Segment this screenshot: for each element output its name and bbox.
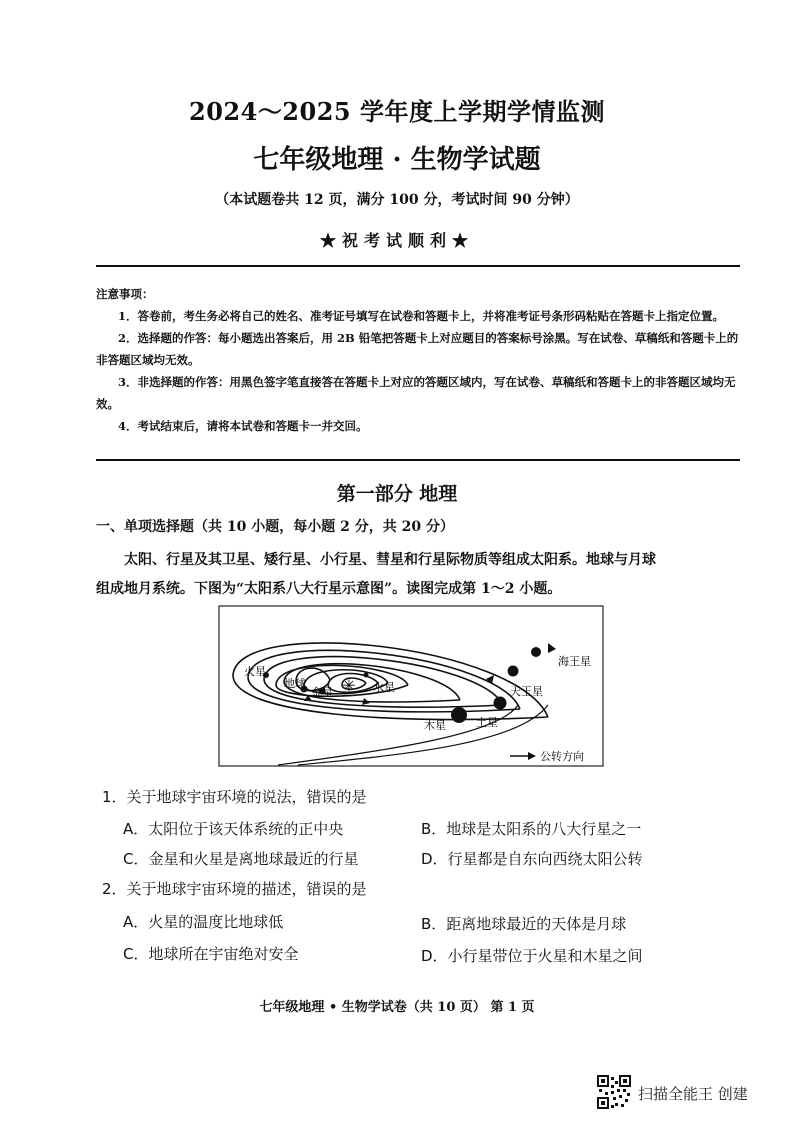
question-1-option-d: D．行星都是自东向西绕太阳公转 bbox=[421, 850, 643, 868]
question-2-option-a: A．火星的温度比地球低 bbox=[123, 913, 284, 931]
mercury-planet bbox=[364, 673, 369, 678]
label-mars: 火星 bbox=[244, 665, 266, 678]
jupiter-planet bbox=[451, 707, 467, 723]
question-2-option-b: B．距离地球最近的天体是月球 bbox=[421, 915, 627, 933]
label-venus: 金星 bbox=[311, 686, 333, 699]
question-1-option-b: B．地球是太阳系的八大行星之一 bbox=[421, 820, 642, 838]
section-title: 第一部分 地理 bbox=[336, 483, 458, 505]
question-2-option-c: C．地球所在宇宙绝对安全 bbox=[123, 945, 299, 963]
label-saturn: 土星 bbox=[476, 716, 498, 729]
good-luck-banner: ★祝考试顺利★ bbox=[319, 231, 474, 250]
notes-item: 1．答卷前，考生务必将自己的姓名、准考证号填写在试卷和答题卡上，并将准考证号条形码粘贴在答题卡上指定位置。 bbox=[118, 309, 724, 323]
solar-system-svg bbox=[218, 605, 604, 767]
notes-item: 2．选择题的作答：每小题选出答案后，用 2B 铅笔把答题卡上对应题目的答案标号涂黑。写在试卷、草稿纸和答题卡上的非答题区域均无效。 bbox=[96, 331, 739, 367]
part-header: 一、单项选择题（共 10 小题，每小题 2 分，共 20 分） bbox=[96, 519, 454, 535]
page-footer: 七年级地理 • 生物学试卷（共 10 页） 第 1 页 bbox=[259, 1000, 535, 1015]
notes-item: 3．非选择题的作答：用黑色签字笔直接答在答题卡上对应的答题区域内，写在试卷、草稿纸和答题卡上的非答题区域均无效。 bbox=[96, 375, 736, 411]
question-1-option-c: C．金星和火星是离地球最近的行星 bbox=[123, 850, 359, 868]
label-mercury: 水星 bbox=[373, 681, 395, 694]
exam-notes bbox=[96, 283, 740, 437]
scanner-watermark-text: 扫描全能王 创建 bbox=[638, 1085, 748, 1103]
exam-title-line1: 2024～2025 学年度上学期学情监测 bbox=[189, 97, 605, 126]
neptune-planet bbox=[531, 647, 541, 657]
question-intro bbox=[96, 546, 746, 604]
intro-line: 组成地月系统。下图为“太阳系八大行星示意图”。读图完成第 1～2 小题。 bbox=[96, 581, 562, 597]
uranus-planet bbox=[508, 666, 519, 677]
qr-code-icon bbox=[597, 1075, 631, 1109]
exam-title-line2: 七年级地理 · 生物学试题 bbox=[253, 145, 541, 175]
label-neptune: 海王星 bbox=[558, 655, 591, 668]
label-uranus: 天王星 bbox=[510, 685, 543, 698]
question-1-stem: 1．关于地球宇宙环境的说法，错误的是 bbox=[102, 788, 367, 806]
intro-line: 太阳、行星及其卫星、矮行星、小行星、彗星和行星际物质等组成太阳系。地球与月球 bbox=[124, 552, 656, 568]
exam-subtitle: （本试题卷共 12 页，满分 100 分，考试时间 90 分钟） bbox=[215, 192, 579, 208]
scanner-watermark bbox=[597, 1075, 787, 1115]
sun-icon: ✳ bbox=[342, 676, 356, 695]
label-jupiter: 木星 bbox=[424, 719, 446, 732]
notes-divider bbox=[96, 459, 740, 461]
question-2-stem: 2．关于地球宇宙环境的描述，错误的是 bbox=[102, 880, 367, 898]
saturn-planet bbox=[494, 697, 507, 710]
solar-system-diagram bbox=[218, 605, 604, 767]
notes-heading: 注意事项： bbox=[96, 287, 154, 301]
label-earth: 地球 bbox=[284, 677, 306, 690]
question-2-option-d: D．小行星带位于火星和木星之间 bbox=[421, 947, 643, 965]
question-1-option-a: A．太阳位于该天体系统的正中央 bbox=[123, 820, 344, 838]
notes-item: 4．考试结束后，请将本试卷和答题卡一并交回。 bbox=[118, 419, 368, 433]
legend-label: 公转方向 bbox=[540, 750, 584, 763]
top-divider bbox=[96, 265, 740, 267]
